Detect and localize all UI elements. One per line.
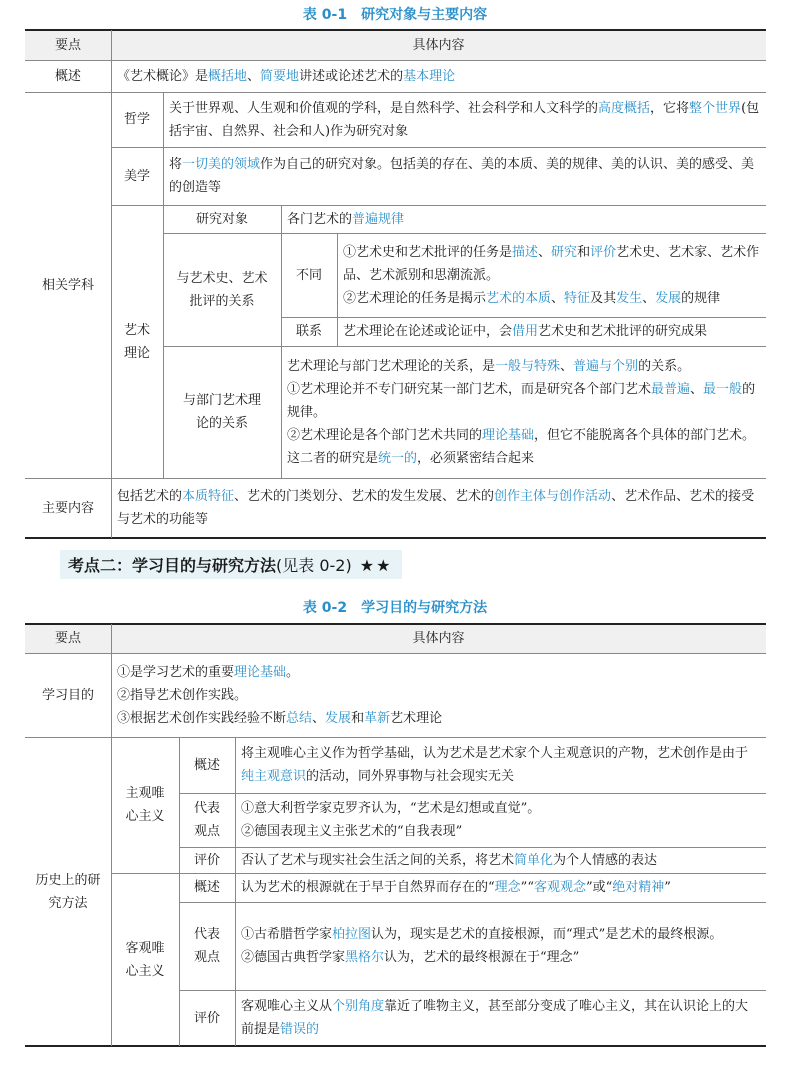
highlighted-term: 最普遍 — [651, 381, 691, 397]
text-segment: 将主观唯心主义作为哲学基础，认为艺术是艺术家个人主观意识的产物，艺术创作是由于 — [241, 746, 749, 761]
importance-stars: ★★ — [359, 556, 393, 575]
text-segment: ①艺术理论并不专门研究某一部门艺术，而是研究各个部门艺术 — [287, 381, 652, 397]
text-segment: 艺术史和艺术批评的研究成果 — [538, 324, 708, 339]
highlighted-term: 绝对精神 — [612, 880, 665, 895]
text-segment: 艺术理论与部门艺术理论的关系，是 — [287, 358, 496, 374]
table1-bottom-rule — [25, 537, 766, 539]
text-segment: ②德国古典哲学家 — [241, 950, 346, 965]
table1-col-content: 具体内容 — [111, 30, 766, 60]
highlighted-term: 普遍规律 — [352, 211, 405, 227]
highlighted-term: 概括地 — [208, 68, 248, 84]
text-segment: 及其 — [590, 290, 617, 306]
text-segment: 靠近了唯物主义，甚至部分变成了唯心主义，其在认识论上的大前提是 — [241, 999, 749, 1037]
subjective-eval-label: 评价 — [193, 852, 220, 868]
text-segment: 、 — [642, 290, 656, 306]
highlighted-term: 特征 — [564, 290, 591, 306]
text-segment: 、艺术作品、艺术的接受与艺术的功能等 — [117, 489, 755, 527]
object-label: 研究对象 — [195, 211, 248, 227]
objective-eval-label: 评价 — [193, 1010, 220, 1026]
text-segment: ，它将 — [650, 100, 690, 116]
text-segment: (包括宇宙、自然界、社会和人)作为研究对象 — [169, 100, 760, 139]
highlighted-term: 创作主体与创作活动 — [494, 489, 612, 504]
highlighted-term: 最一般 — [703, 381, 743, 397]
highlighted-term: 高度概括 — [598, 100, 651, 116]
text-segment: ①意大利哲学家克罗齐认为，“艺术是幻想或直觉”。 — [241, 801, 541, 816]
divider — [25, 653, 766, 654]
highlighted-term: 简要地 — [260, 68, 300, 84]
text-segment: ③根据艺术创作实践经验不断 — [117, 710, 287, 726]
difference-label: 不同 — [295, 267, 322, 283]
divider — [163, 346, 766, 347]
text-segment: 、 — [312, 710, 326, 726]
difference-content — [337, 233, 766, 317]
highlighted-term: 发展 — [655, 290, 682, 306]
text-segment: 的规律。 — [287, 381, 756, 420]
divider — [163, 92, 164, 478]
highlighted-term: 发展 — [325, 710, 352, 726]
objective-views-label: 代表观点 — [193, 927, 220, 965]
divider — [179, 902, 766, 903]
section-heading — [60, 550, 402, 579]
objective-views — [235, 902, 766, 990]
highlighted-term: 研究 — [551, 244, 578, 260]
text-segment: 艺术理论 — [390, 710, 443, 726]
text-segment: ①艺术史和艺术批评的任务是 — [343, 244, 513, 260]
arts-relation-label: 与部门艺术理论的关系 — [182, 393, 261, 431]
objective-overview — [235, 873, 766, 902]
aesthetics-content — [163, 147, 766, 205]
highlighted-term: 借用 — [512, 324, 539, 339]
text-segment: ②艺术理论的任务是揭示 — [343, 290, 487, 306]
subjective-eval — [235, 847, 766, 873]
highlighted-term: 纯主观意识 — [241, 769, 307, 784]
table2-top-rule — [25, 623, 766, 625]
methods-label: 历史上的研究方法 — [35, 872, 101, 911]
highlighted-term: 总结 — [286, 710, 313, 726]
text-segment: ②德国表现主义主张艺术的“自我表现” — [241, 824, 463, 839]
highlighted-term: 客观观念 — [533, 880, 586, 895]
text-segment: ，但它不能脱离各个具体的部门艺术。这二者的研究是 — [287, 427, 756, 466]
text-segment: 的规律 — [681, 290, 721, 306]
divider — [281, 205, 282, 478]
divider — [179, 737, 180, 1046]
highlighted-term: 柏拉图 — [332, 927, 372, 942]
link-content — [337, 317, 766, 346]
text-segment: ②指导艺术创作实践。 — [117, 687, 248, 703]
text-segment: ” — [664, 880, 671, 895]
text-segment: 作为自己的研究对象。包括美的存在、美的本质、美的规律、美的认识、美的感受、美的创造等 — [169, 157, 755, 195]
divider — [179, 793, 766, 794]
link-label: 联系 — [295, 324, 322, 339]
divider — [111, 30, 112, 538]
text-segment: 、艺术的门类划分、艺术的发生发展、艺术的 — [234, 489, 495, 504]
text-segment: 客观唯心主义从 — [241, 999, 333, 1014]
text-segment: 、 — [551, 290, 565, 306]
objective-eval — [235, 990, 766, 1046]
purpose-label: 学习目的 — [41, 687, 94, 703]
text-segment: 的关系。 — [638, 358, 691, 374]
text-segment: 认为艺术的根源就在于早于自然界而存在的“ — [241, 880, 495, 895]
highlighted-term: 理念 — [494, 880, 521, 895]
text-segment: 各门艺术的 — [287, 211, 353, 227]
philosophy-label: 哲学 — [123, 112, 150, 127]
divider — [179, 990, 766, 991]
highlighted-term: 一切美的领域 — [182, 157, 261, 172]
arts-relation-content — [281, 346, 766, 478]
text-segment: 、 — [560, 358, 574, 374]
object-content — [281, 205, 766, 233]
purpose-content — [111, 653, 766, 737]
text-segment: ①古希腊哲学家 — [241, 927, 333, 942]
divider — [111, 873, 766, 874]
text-segment: 艺术史、艺术家、艺术作品、艺术派别和思潮流派。 — [343, 244, 760, 283]
subjective-views-label: 代表观点 — [193, 801, 220, 839]
section-title: 考点二：学习目的与研究方法 — [68, 556, 277, 575]
highlighted-term: 统一的 — [378, 450, 418, 466]
text-segment: 艺术理论在论述或论证中，会 — [343, 324, 513, 339]
text-segment: 《艺术概论》是 — [117, 68, 209, 84]
table2-col-key: 要点 — [25, 624, 111, 653]
text-segment: 认为，艺术的最终根源在于“理念” — [384, 950, 580, 965]
main-label: 主要内容 — [41, 500, 94, 516]
overview-label: 概述 — [54, 68, 81, 84]
highlighted-term: 简单化 — [514, 852, 554, 868]
philosophy-content — [163, 92, 766, 147]
text-segment: ”或“ — [585, 880, 613, 895]
divider — [163, 233, 766, 234]
divider — [179, 847, 766, 848]
highlighted-term: 艺术的本质 — [486, 290, 552, 306]
highlighted-term: 错误的 — [280, 1022, 320, 1037]
text-segment: 认为，现实是艺术的直接根源，而“理式”是艺术的最终根源。 — [371, 927, 723, 942]
text-segment: 。 — [286, 664, 300, 680]
divider — [235, 737, 236, 1046]
aesthetics-label: 美学 — [123, 168, 150, 184]
divider — [111, 205, 766, 206]
subjective-views — [235, 793, 766, 847]
subjective-label: 主观唯心主义 — [125, 786, 165, 824]
text-segment: 将 — [169, 157, 183, 172]
text-segment: ①是学习艺术的重要 — [117, 664, 235, 680]
highlighted-term: 基本理论 — [403, 68, 456, 84]
text-segment: 和 — [351, 710, 365, 726]
table2-col-content: 具体内容 — [111, 624, 766, 653]
highlighted-term: 黑格尔 — [345, 950, 385, 965]
divider — [25, 60, 766, 61]
related-label: 相关学科 — [41, 277, 94, 293]
text-segment: 否认了艺术与现实社会生活之间的关系，将艺术 — [241, 852, 515, 868]
text-segment: ，必须紧密结合起来 — [417, 450, 535, 466]
text-segment: 、 — [538, 244, 552, 260]
art-theory-label: 艺术理论 — [123, 322, 150, 361]
highlighted-term: 发生 — [616, 290, 643, 306]
highlighted-term: 评价 — [590, 244, 617, 260]
text-segment: 、 — [247, 68, 261, 84]
text-segment: ”“ — [520, 880, 534, 895]
text-segment: 包括艺术的 — [117, 489, 183, 504]
divider — [25, 92, 766, 93]
section-table-ref: (见表 0-2) — [276, 556, 352, 575]
divider — [25, 478, 766, 479]
subjective-overview-label: 概述 — [193, 757, 220, 773]
text-segment: 讲述或论述艺术的 — [299, 68, 404, 84]
divider — [111, 624, 112, 1046]
table2-caption: 表 0-2 学习目的与研究方法 — [302, 600, 488, 616]
text-segment: ②艺术理论是各个部门艺术共同的 — [287, 427, 483, 443]
highlighted-term: 整个世界 — [689, 100, 742, 116]
table1-caption: 表 0-1 研究对象与主要内容 — [302, 7, 488, 23]
text-segment: 和 — [577, 244, 591, 260]
highlighted-term: 个别角度 — [332, 999, 385, 1014]
overview-content — [111, 60, 766, 92]
main-content — [111, 478, 766, 538]
subjective-overview — [235, 737, 766, 793]
text-segment: 关于世界观、人生观和价值观的学科，是自然科学、社会科学和人文科学的 — [169, 100, 599, 116]
highlighted-term: 理论基础 — [234, 664, 287, 680]
table1-top-rule — [25, 29, 766, 31]
divider — [25, 737, 766, 738]
history-relation-label: 与艺术史、艺术批评的关系 — [176, 270, 268, 309]
highlighted-term: 理论基础 — [482, 427, 535, 443]
divider — [281, 317, 766, 318]
highlighted-term: 描述 — [512, 244, 539, 260]
divider — [337, 233, 338, 346]
highlighted-term: 本质特征 — [182, 489, 235, 504]
text-segment: 为个人情感的表达 — [553, 852, 658, 868]
table2-bottom-rule — [25, 1045, 766, 1047]
table1-col-key: 要点 — [25, 30, 111, 60]
highlighted-term: 普遍与个别 — [573, 358, 639, 374]
highlighted-term: 一般与特殊 — [495, 358, 561, 374]
divider — [111, 147, 766, 148]
text-segment: 的活动，同外界事物与社会现实无关 — [306, 769, 515, 784]
text-segment: 、 — [690, 381, 704, 397]
highlighted-term: 革新 — [364, 710, 391, 726]
objective-label: 客观唯心主义 — [125, 940, 165, 979]
objective-overview-label: 概述 — [193, 880, 220, 895]
